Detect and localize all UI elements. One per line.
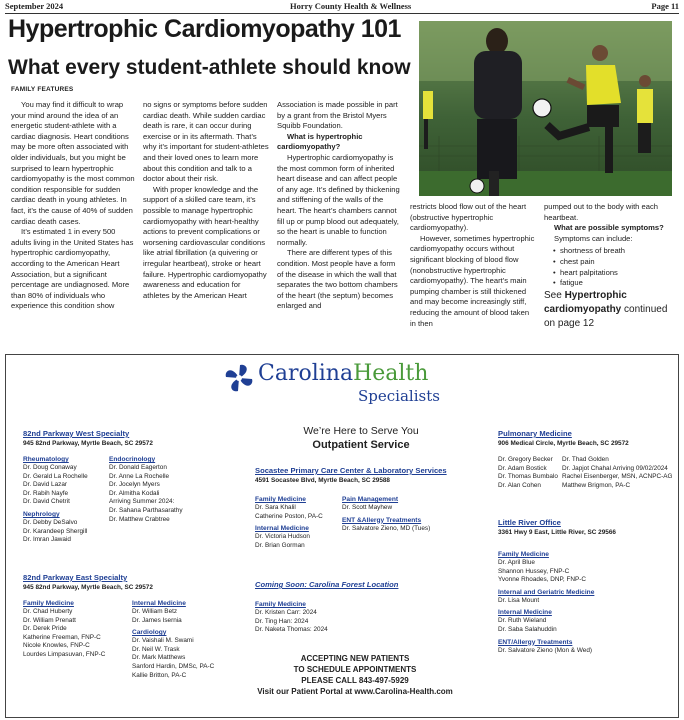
continued-note (544, 289, 674, 331)
doctor: Arriving Summer 2024: (109, 498, 175, 506)
specialty-title: Rheumatology (23, 456, 69, 463)
doctor: Yvonne Rhoades, DNP, FNP-C (498, 576, 586, 584)
doctor: Dr. Saba Salahuddin (498, 625, 557, 633)
soccer-photo (419, 21, 672, 196)
portal-line: Visit our Patient Portal at www.Carolina-Health.com (257, 687, 453, 696)
doctor: Dr. Karandeep Shergill (23, 527, 88, 535)
pulmonary-doctors-a (498, 456, 558, 490)
doctor: Dr. Sara Khalil (255, 504, 296, 511)
doctor: Sanford Hardin, DMSc, PA-C (132, 662, 215, 670)
doctor: Dr. Chad Huberty (23, 608, 73, 615)
specialty-title: Family Medicine (498, 551, 549, 558)
section-heading: What is hypertrophic cardiomyopathy? (277, 131, 363, 152)
clinic-advertisement (5, 354, 679, 718)
doctor: Dr. Victoria Hudson (255, 533, 310, 541)
doctor: Dr. Japjot Chahal Arriving 09/02/2024 (562, 464, 668, 472)
doctor: Dr. Rabih Nayfe (23, 489, 69, 497)
outpatient-banner (246, 425, 476, 452)
see-topic: Hypertrophic cardiomyopathy (544, 289, 627, 315)
paragraph: Hypertrophic cardiomyopathy is the most common form of inherited heart disease and can affect people of any age. It’s defined by thickening and stiffening of the walls of the heart. The heart’s chambers cannot fill up or pump blood out adequately, so the heart is unable to function normally. (277, 152, 400, 247)
doctor: Dr. Thad Golden (562, 456, 609, 463)
paragraph: no signs or symptoms before sudden cardiac death. While sudden cardiac death is rare, it can occur during exercise or in its aftermath. That’s why it’s important for student-athletes and their loved ones to learn more about this condition and talk to a doctor about their risk. (143, 100, 269, 184)
publication-name: Horry County Health & Wellness (290, 1, 412, 11)
paragraph: Association is made possible in part by a grant from the Bristol Myers Squibb Foundation. (277, 100, 398, 131)
doctor: Katherine Freeman, FNP-C (23, 633, 101, 641)
doctor: Dr. Lisa Mount (498, 596, 540, 604)
internal-cardiology-east (132, 597, 214, 680)
doctor: Dr. David Lazar (23, 481, 68, 489)
doctor: Dr. Salvatore Zieno, MD (Tues) (342, 524, 431, 532)
article-subtitle: What every student-athlete should know (8, 56, 411, 79)
accept-line: TO SCHEDULE APPOINTMENTS (293, 665, 417, 674)
doctor: Dr. Naketa Thomas: 2024 (255, 626, 328, 634)
article-kicker: FAMILY FEATURES (11, 86, 74, 93)
list-item: • fatigue (560, 278, 674, 289)
doctor: Dr. Ruth Wieland (498, 617, 547, 625)
symptom-list (544, 246, 674, 288)
doctor: Dr. Vaishali M. Swami (132, 637, 194, 645)
logo-wordmark (258, 361, 428, 386)
rheumatology-section (23, 453, 88, 545)
specialty-title: ENT/Allergy Treatments (498, 638, 573, 646)
accept-line: ACCEPTING NEW PATIENTS (300, 654, 410, 663)
doctor: Dr. Alan Cohen (498, 481, 541, 489)
doctor: Dr. David Chetrit (23, 498, 70, 506)
location-address: 906 Medical Circle, Myrtle Beach, SC 29572 (498, 440, 629, 447)
endocrinology-section (109, 453, 183, 524)
doctor: Dr. Derek Pride (23, 625, 67, 633)
paragraph: There are different types of this condition. Most people have a form of the disease in which the wall that separates the two bottom chambers of the heart (the septum) becomes enlarged and (277, 248, 398, 311)
pulmonary-doctors-b (562, 456, 672, 490)
article-column-4 (410, 202, 536, 329)
paragraph: However, sometimes hypertrophic cardiomyopathy occurs without significant blocking of blood flow (nonobstructive hypertrophic cardiomyopathy). The heart’s main pumping chamber is still thickened and may become increasingly stiff, reducing the amount of blood taken in then (410, 233, 535, 328)
location-name: 82nd Parkway East Specialty (23, 573, 128, 582)
logo-specialists: Specialists (358, 387, 440, 405)
location-little-river (498, 518, 616, 537)
paragraph: pumped out to the body with each heartbeat. (544, 202, 658, 222)
location-name: 82nd Parkway West Specialty (23, 429, 130, 438)
specialty-title: Internal Medicine (498, 609, 552, 617)
doctor: Dr. James Isernia (132, 616, 182, 624)
location-name: Socastee Primary Care Center & Laboratory Services (255, 466, 447, 475)
specialty-title: Endocrinology (109, 456, 156, 463)
doctor: Dr. Ting Han: 2024 (255, 617, 309, 625)
doctor: Dr. Debby DeSalvo (23, 518, 78, 526)
specialty-title: Internal Medicine (132, 600, 186, 607)
serve-heading: Outpatient Service (312, 439, 410, 451)
see-suffix: continued on page 12 (544, 303, 668, 329)
paragraph: With proper knowledge and the support of a skilled care team, it’s possible to manage hypertrophic cardiomyopathy with heart-healthy actions to prevent complications or worsening cardiovascular conditions like atrial fibrillation (a quivering or irregular heartbeat), stroke or heart failure. Hypertrophic cardiomyopathy awareness and education for athletes by the American Heart (143, 184, 267, 300)
family-medicine-east (23, 597, 105, 660)
doctor: Dr. Neil W. Trask (132, 645, 180, 653)
list-item: • shortness of breath (560, 246, 674, 257)
doctor: Kallie Britton, PA-C (132, 671, 187, 679)
doctor: Dr. William Betz (132, 608, 178, 615)
specialty-title: Cardiology (132, 629, 167, 637)
doctor: Dr. Sahana Parthasarathy (109, 506, 183, 514)
article-column-5 (544, 202, 674, 331)
serve-line: We’re Here to Serve You (303, 425, 419, 437)
location-address: 4591 Socastee Blvd, Myrtle Beach, SC 29588 (255, 477, 390, 484)
specialty-title: ENT &Allergy Treatments (342, 516, 422, 524)
page-header (5, 1, 679, 14)
carolina-health-logo (222, 359, 452, 409)
doctor: Matthew Brigmon, PA-C (562, 481, 631, 489)
appointment-info (246, 653, 464, 697)
doctor: Dr. Doug Conaway (23, 464, 77, 471)
location-name: Little River Office (498, 518, 561, 527)
location-address: 945 82nd Parkway, Myrtle Beach, SC 29572 (23, 440, 153, 447)
article-title: Hypertrophic Cardiomyopathy 101 (8, 15, 401, 43)
specialty-title: Family Medicine (23, 600, 74, 607)
specialty-title: Internal Medicine (255, 525, 309, 533)
article-column-2 (143, 100, 269, 301)
doctor: Dr. Thomas Bumbalo (498, 473, 558, 481)
doctor: Dr. Salvatore Zieno (Mon & Wed) (498, 646, 593, 654)
doctor: Dr. Scott Mayhew (342, 504, 393, 511)
article-column-3 (277, 100, 403, 312)
pinwheel-icon (222, 361, 256, 395)
doctor: Dr. Jocelyn Myers (109, 481, 160, 489)
page-number: Page 11 (651, 1, 679, 11)
doctor: Dr. Almitha Kodali (109, 489, 160, 497)
doctor: Shannon Hussey, FNP-C (498, 567, 570, 575)
doctor: Dr. Imran Jawaid (23, 536, 71, 544)
location-82nd-west (23, 429, 153, 448)
location-pulmonary (498, 429, 629, 448)
paragraph: restricts blood flow out of the heart (obstructive hypertrophic cardiomyopathy). (410, 202, 527, 233)
specialty-title: Internal and Geriatric Medicine (498, 588, 595, 596)
section-heading: What are possible symptoms? (554, 223, 664, 233)
socastee-right (342, 493, 430, 533)
location-name: Coming Soon: Carolina Forest Location (255, 580, 399, 589)
doctor: Dr. Mark Matthews (132, 654, 186, 662)
doctor: Nicole Knowles, FNP-C (23, 642, 90, 650)
location-carolina-forest (255, 580, 398, 590)
location-socastee (255, 466, 447, 485)
location-address: 3361 Hwy 9 East, Little River, SC 29566 (498, 529, 616, 536)
doctor: Dr. William Prenatt (23, 616, 76, 624)
issue-date: September 2024 (5, 1, 64, 11)
doctor: Dr. April Blue (498, 559, 535, 566)
doctor: Dr. Gregory Becker (498, 456, 553, 463)
carolina-forest-family (255, 598, 328, 635)
list-item: • chest pain (560, 257, 674, 268)
little-river-specialties (498, 548, 594, 655)
specialty-title: Family Medicine (255, 601, 306, 608)
phone-line: PLEASE CALL 843-497-5929 (301, 676, 409, 685)
location-82nd-east (23, 573, 153, 592)
doctor: Dr. Brian Gorman (255, 541, 305, 549)
list-item: • heart palpitations (560, 268, 674, 279)
specialty-title: Nephrology (23, 510, 60, 518)
paragraph: You may find it difficult to wrap your mind around the idea of an energetic student-athlete with a cardiac diagnosis. Heart conditions may be more often associated with older individuals, but you might be surprised to learn hypertrophic cardiomyopathy is the most common condition responsible for sudden cardiac death in young athletes. In fact, it’s the cause of 40% of sudden cardiac death cases. (11, 100, 135, 226)
doctor: Lourdes Limpasuvan, FNP-C (23, 650, 106, 658)
logo-health: Health (353, 361, 429, 386)
location-address: 945 82nd Parkway, Myrtle Beach, SC 29572 (23, 584, 153, 591)
specialty-title: Family Medicine (255, 496, 306, 503)
doctor: Catherine Poston, PA-C (255, 512, 323, 520)
doctor: Dr. Anne La Rochelle (109, 472, 170, 480)
paragraph: It’s estimated 1 in every 500 adults living in the United States has hypertrophic cardiomyopathy, according to the American Heart Association, but a significant percentage are undiagnosed. More than 80% of individuals who experience this condition show (11, 227, 134, 311)
article-column-1 (11, 100, 136, 312)
doctor: Dr. Gerald La Rochelle (23, 472, 88, 480)
doctor: Dr. Donald Eagerton (109, 464, 167, 471)
doctor: Rachel Eisenberger, MSN, ACNPC-AG (562, 473, 673, 481)
logo-carolina: Carolina (258, 361, 354, 386)
paragraph: Symptoms can include: (554, 233, 633, 243)
doctor: Dr. Adam Bostick (498, 464, 547, 472)
doctor: Dr. Matthew Crabtree (109, 515, 170, 523)
see-prefix: See (544, 289, 562, 301)
specialty-title: Pain Management (342, 496, 399, 503)
doctor: Dr. Kristen Carr: 2024 (255, 609, 317, 616)
socastee-left (255, 493, 323, 550)
location-name: Pulmonary Medicine (498, 429, 572, 438)
